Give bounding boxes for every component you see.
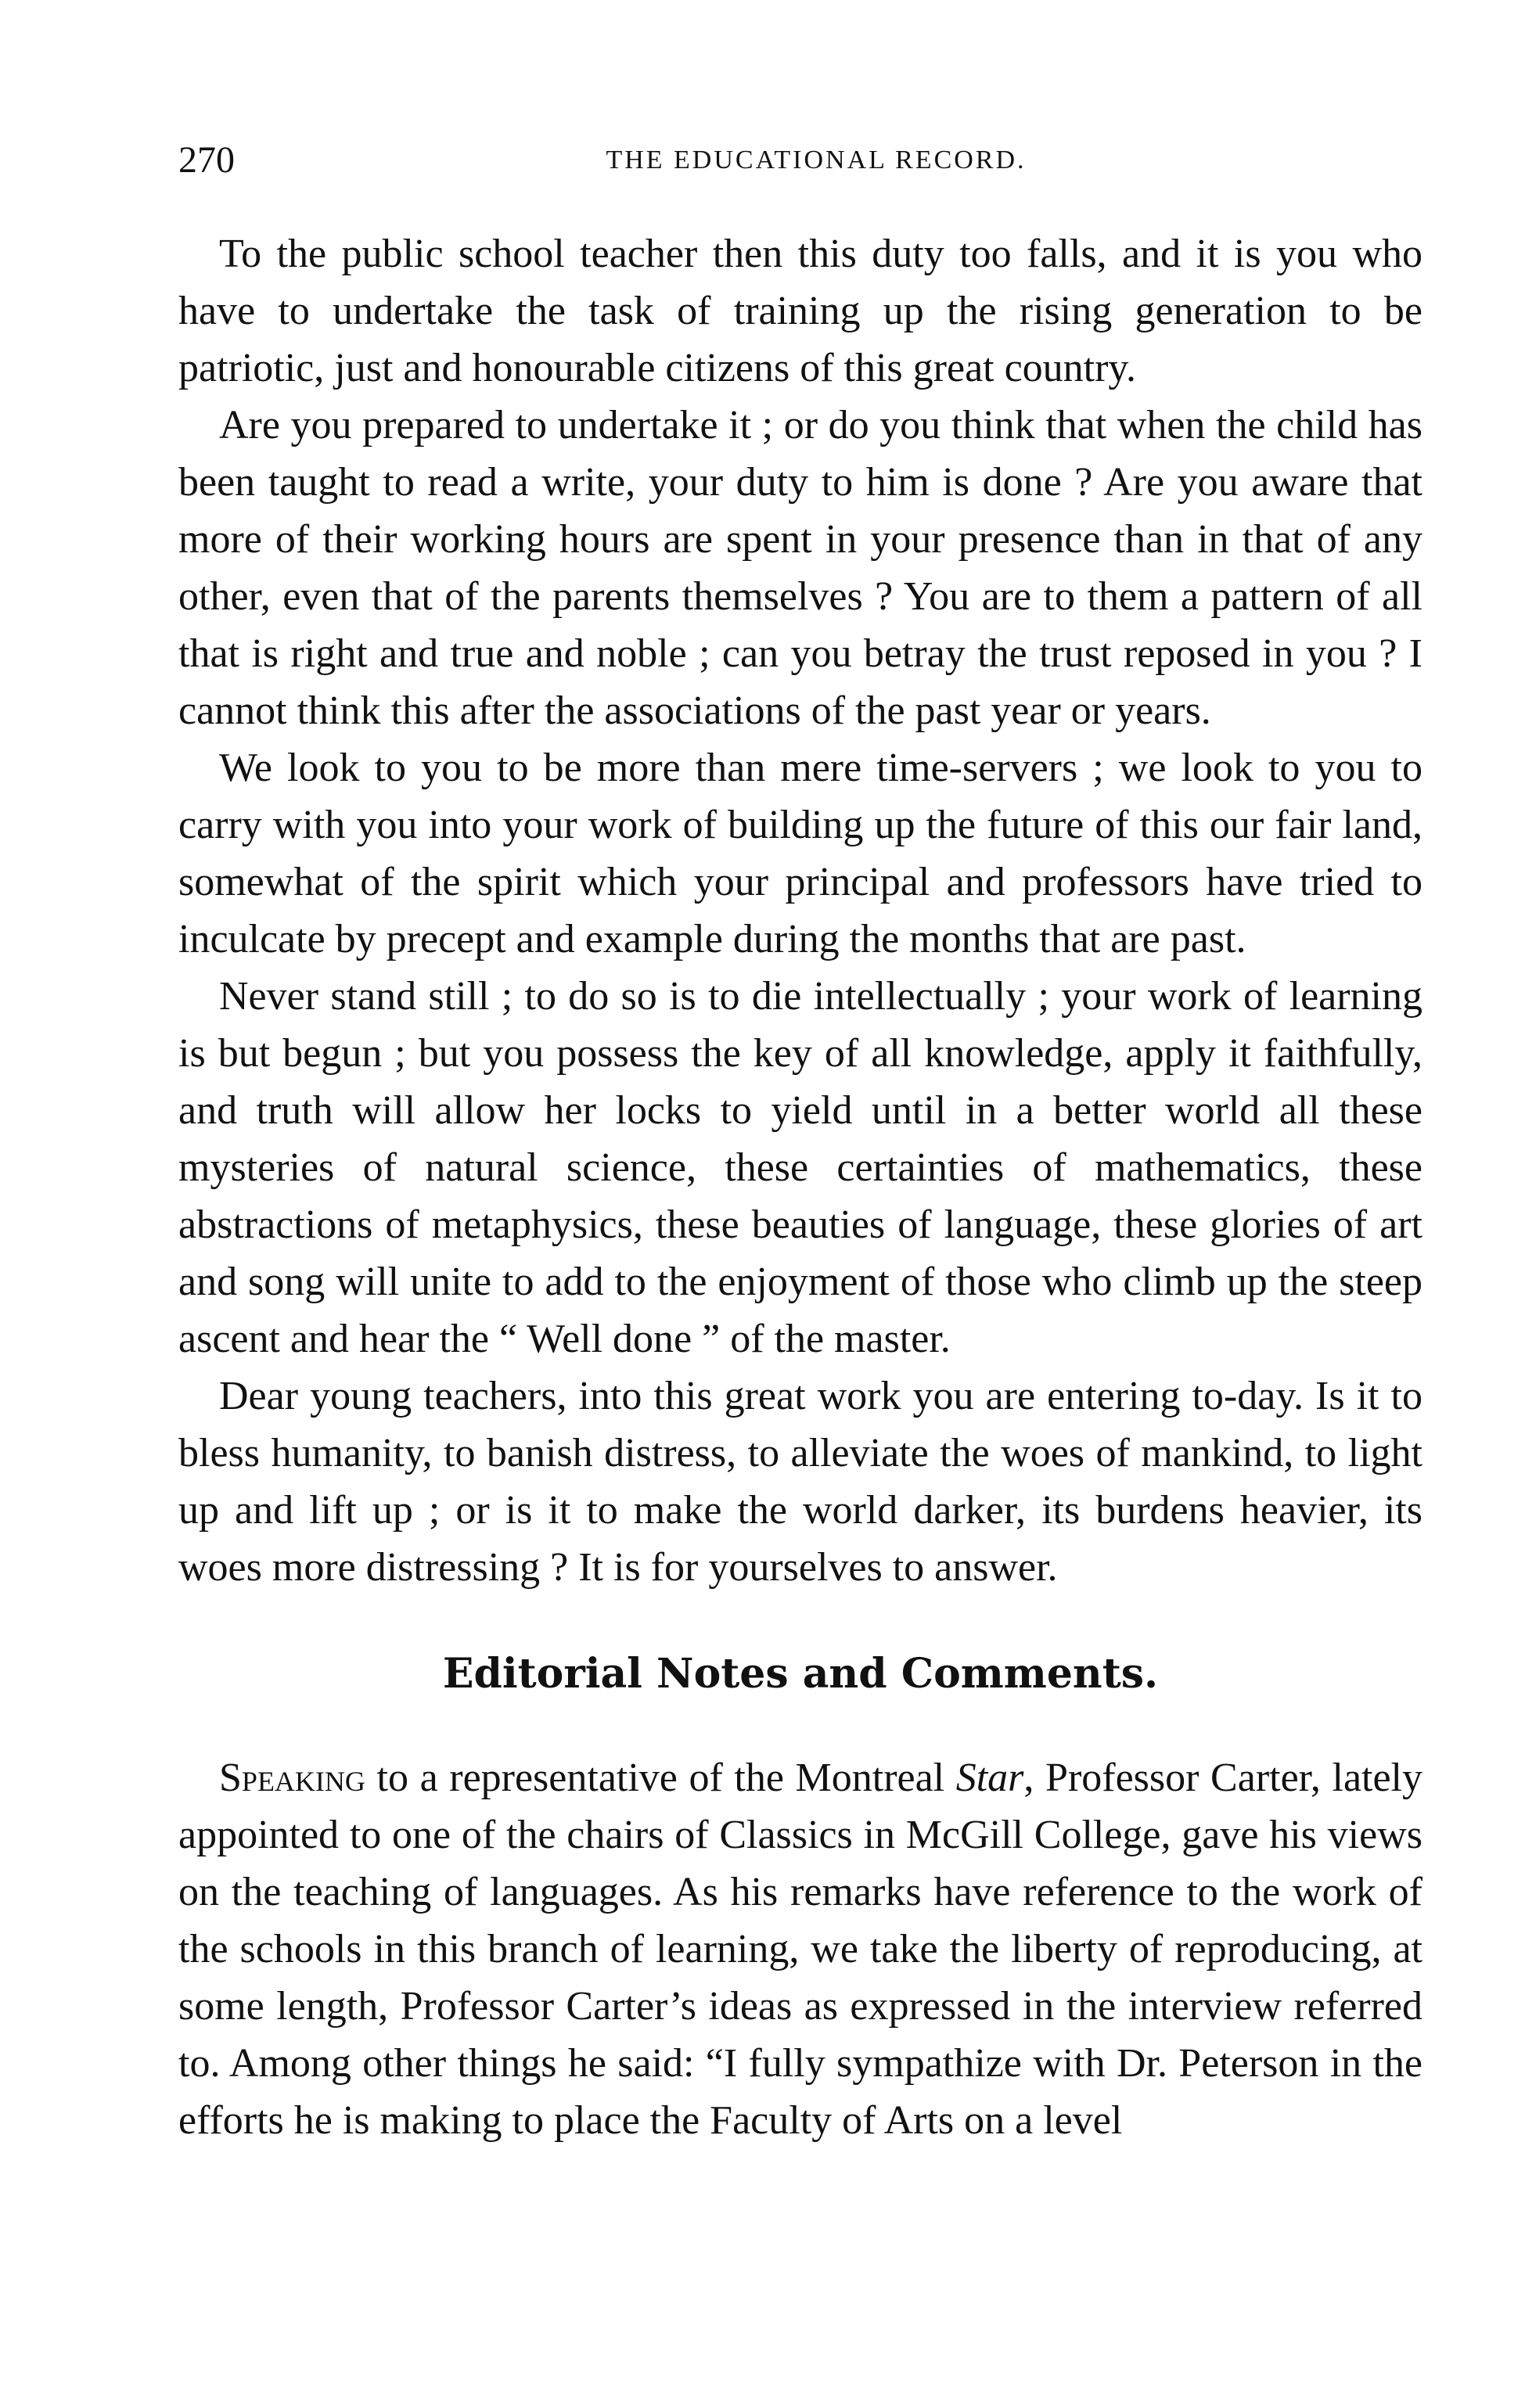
section-heading: Editorial Notes and Comments. bbox=[442, 1650, 1159, 1698]
paragraph-duty: To the public school teacher then this duty too falls, and it is you who have to undertake the task of training up the rising generation to be patriotic, just and honourable citizens of this great country. bbox=[178, 232, 1422, 390]
running-head bbox=[178, 133, 1422, 188]
article-body bbox=[178, 225, 1422, 2149]
paragraph-speaking bbox=[178, 1749, 1422, 2149]
paragraph-never-stand-still: Never stand still ; to do so is to die intellectually ; your work of learning is but begun ; but you possess the key of all knowledge, apply it faithfully, and truth will allow her locks to yield until in a better world all these mysteries of natural science, these certainties of mathematics, these abstractions of metaphysics, these beauties of language, these glories of art and song will unite to add to the enjoyment of those who climb up the steep ascent and hear the “ Well done ” of the master. bbox=[178, 974, 1422, 1361]
paragraph-dear-teachers: Dear young teachers, into this great work you are entering to-day. Is it to bless humanity, to banish distress, to alleviate the woes of mankind, to light up and lift up ; or is it to make the world darker, its burdens heavier, its woes more distressing ? It is for yourselves to answer. bbox=[178, 1374, 1422, 1590]
text-segment-before-italic: to a representative of the Montreal bbox=[365, 1756, 956, 1800]
running-title: THE EDUCATIONAL RECORD. bbox=[606, 146, 1027, 174]
paragraph-prepared: Are you prepared to undertake it ; or do you think that when the child has been taught to read a write, your duty to him is done ? Are you aware that more of their working hours are spent in your presence than in that of any other, even that of the parents themselves ? You are to them a pattern of all that is right and true and noble ; can you betray the trust reposed in you ? I cannot think this after the associations of the past year or years. bbox=[178, 403, 1422, 733]
document-page bbox=[178, 133, 1422, 2149]
italic-newspaper-name: Star bbox=[955, 1756, 1024, 1800]
paragraph-time-servers: We look to you to be more than mere time-servers ; we look to you to carry with you into your work of building up the future of this our fair land, somewhat of the spirit which your principal and professors have tried to inculcate by precept and example during the months that are past. bbox=[178, 746, 1422, 961]
page-number: 270 bbox=[178, 139, 235, 181]
lead-in-small-caps: Speaking bbox=[219, 1756, 365, 1800]
text-segment-after-italic: , Professor Carter, lately appointed to one of the chairs of Classics in McGill College, gave his views on the teaching of languages. As his remarks have reference to the work of the schools in this branch of learning, we take the liberty of reproducing, at some length, Professor Carter’s ideas as expressed in the interview referred to. Among other things he said: “I fully sympathize with Dr. Peterson in the efforts he is making to place the Faculty of Arts on a level bbox=[178, 1756, 1422, 2143]
